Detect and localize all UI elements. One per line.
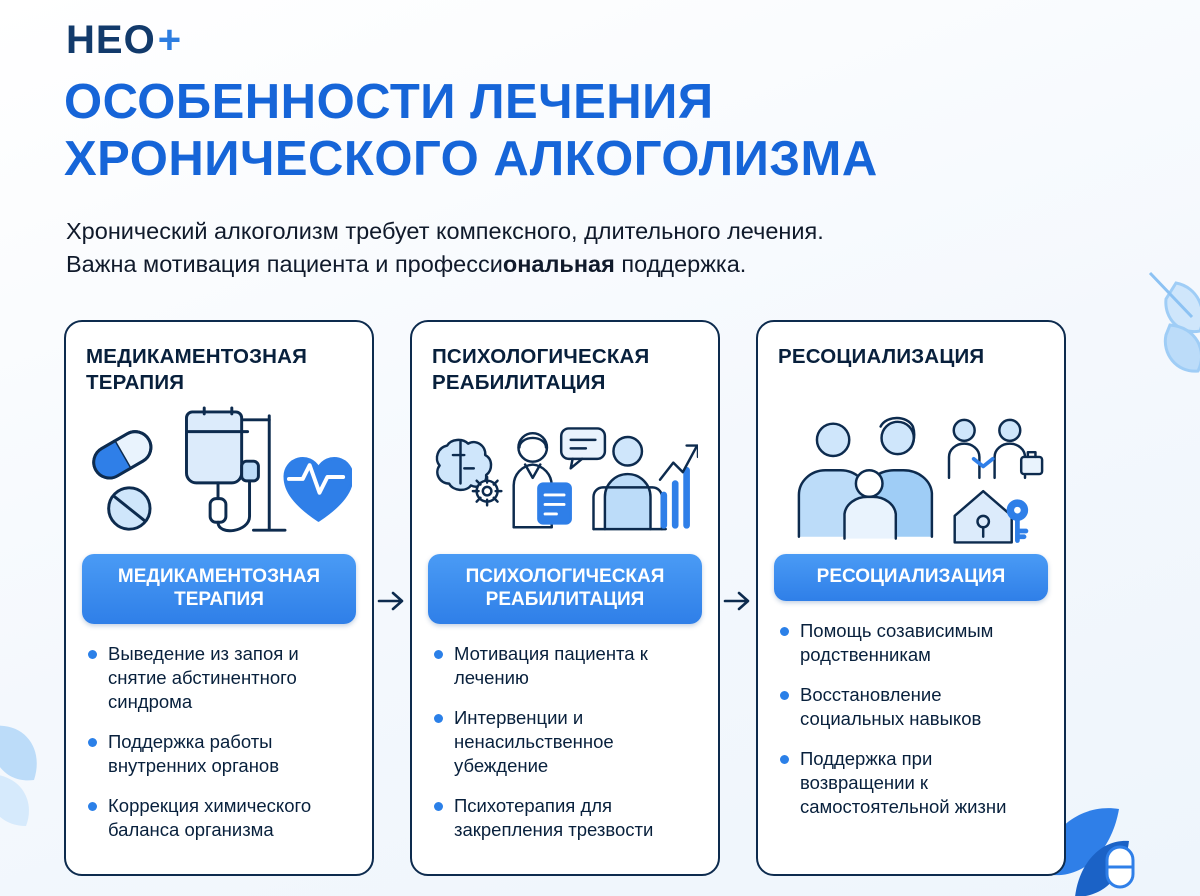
page-title-line1: ОСОБЕННОСТИ ЛЕЧЕНИЯ: [64, 75, 714, 129]
stage-title: МЕДИКАМЕНТОЗНАЯ ТЕРАПИЯ: [86, 345, 308, 394]
list-item: Восстановление социальных навыков: [778, 683, 1044, 731]
stage-pill-label: РЕСОЦИАЛИЗАЦИЯ: [774, 554, 1048, 601]
page-title-line2: ХРОНИЧЕСКОГО АЛКОГОЛИЗМА: [64, 132, 878, 187]
family-house-key-handshake-icon: [778, 400, 1044, 550]
stage-title: ПСИХОЛОГИЧЕСКАЯ РЕАБИЛИТАЦИЯ: [432, 345, 650, 394]
arrow-right-icon: [374, 320, 410, 612]
stage-card-psychological: [410, 320, 720, 876]
stage-card-medication: [64, 320, 374, 876]
stage-pill-label: ПСИХОЛОГИЧЕСКАЯ РЕАБИЛИТАЦИЯ: [428, 554, 702, 624]
arrow-right-icon: [720, 320, 756, 612]
treatment-stages: [64, 320, 1136, 880]
list-item: Интервенции и ненасильственное убеждение: [432, 706, 698, 778]
page-subtitle: [66, 215, 1096, 282]
logo-text: HEO: [66, 18, 156, 62]
logo-plus-icon: +: [157, 18, 182, 62]
subtitle-line2-part1: Важна мотивация пациента и професси: [66, 251, 503, 278]
list-item: Поддержка при возвращении к самостоятельной жизни: [778, 747, 1044, 819]
page-title: [64, 74, 1144, 189]
list-item: Поддержка работы внутренних органов: [86, 730, 352, 778]
stage-card-resocialization: [756, 320, 1066, 876]
list-item: Помощь созависимым родственникам: [778, 619, 1044, 667]
stage-bullet-list: [86, 642, 352, 842]
stage-title: РЕСОЦИАЛИЗАЦИЯ: [778, 345, 985, 368]
therapist-patient-brain-chart-icon: [432, 400, 698, 550]
subtitle-line2-bold: ональная: [502, 251, 615, 278]
stage-pill-label: МЕДИКАМЕНТОЗНАЯ ТЕРАПИЯ: [82, 554, 356, 624]
list-item: Мотивация пациента к лечению: [432, 642, 698, 690]
subtitle-line2-part3: поддержка.: [614, 251, 747, 278]
leaf-decoration-bottom-left: [0, 696, 72, 841]
stage-bullet-list: [432, 642, 698, 842]
list-item: Коррекция химического баланса организма: [86, 794, 352, 842]
brand-logo: [66, 18, 181, 63]
pills-iv-drip-heart-icon: [86, 400, 352, 550]
list-item: Выведение из запоя и снятие абстинентного синдрома: [86, 642, 352, 714]
list-item: Психотерапия для закрепления трезвости: [432, 794, 698, 842]
stage-bullet-list: [778, 619, 1044, 819]
subtitle-line1: Хронический алкоголизм требует компексного, длительного лечения.: [66, 218, 824, 244]
